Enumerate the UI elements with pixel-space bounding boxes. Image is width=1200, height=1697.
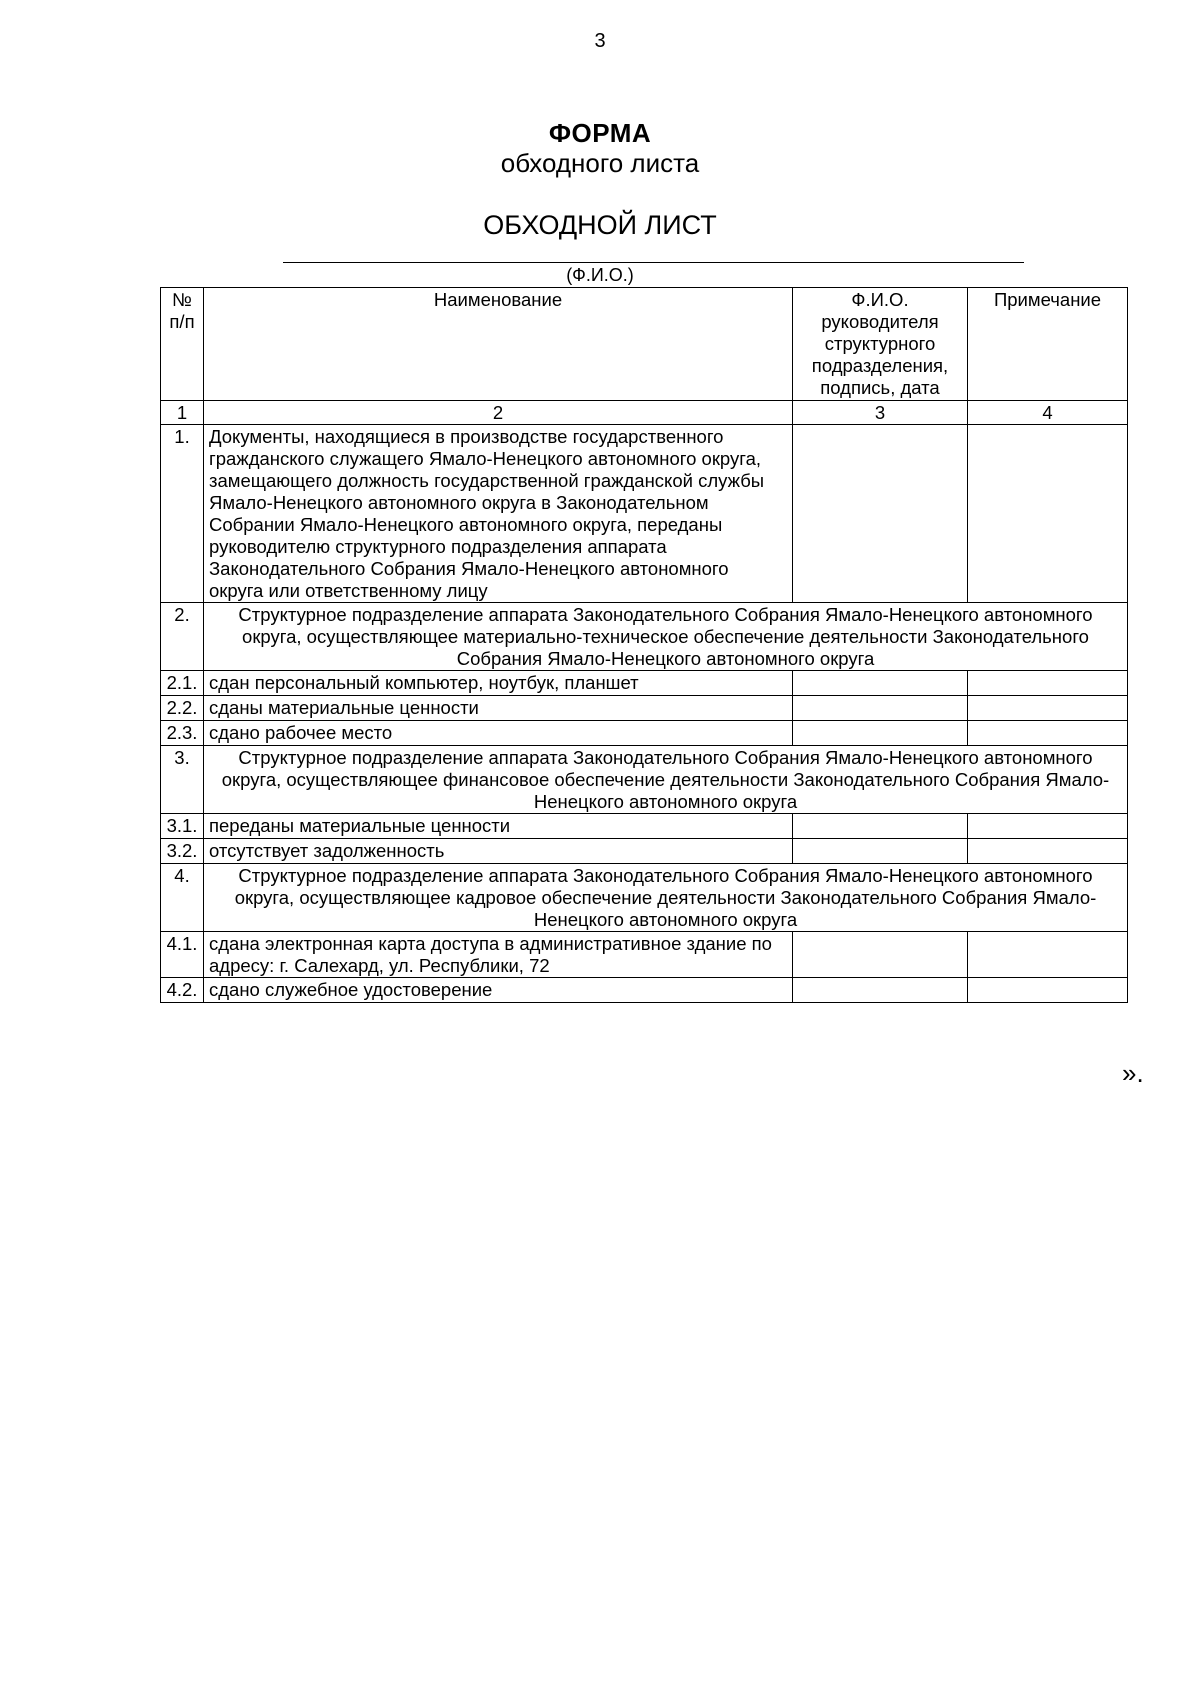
column-index: 1 [161,401,204,425]
form-subheading: обходного листа [500,148,700,178]
section-row [161,603,1128,671]
note-cell [968,932,1128,978]
table-header-row [161,288,1128,401]
row-text: сдан персональный компьютер, ноутбук, планшет [204,671,793,696]
note-cell [968,671,1128,696]
fio-caption: (Ф.И.О.) [566,265,634,285]
row-text: сдано служебное удостоверение [204,978,793,1003]
row-number: 2.3. [161,721,204,746]
fio-signature-cell [793,721,968,746]
column-index-row [161,401,1128,425]
fio-signature-cell [793,814,968,839]
fio-signature-cell [793,425,968,603]
header-fio: Ф.И.О. руководителя структурного подразделения, подпись, дата [793,288,968,401]
row-number: 1. [161,425,204,603]
section-title: Структурное подразделение аппарата Законодательного Собрания Ямало-Ненецкого автономного округа, осуществляющее кадровое обеспечение деятельности Законодательного Собрания Ямало-Ненецкого автономного округа [204,864,1128,932]
note-cell [968,696,1128,721]
closing-quote-mark: ». [1122,1058,1144,1088]
table-row [161,671,1128,696]
fio-underline [283,262,1024,263]
row-number: 2. [161,603,204,671]
row-text: переданы материальные ценности [204,814,793,839]
row-number: 3. [161,746,204,814]
table-row [161,696,1128,721]
fio-signature-cell [793,932,968,978]
column-index: 3 [793,401,968,425]
checklist-table [160,287,1128,1003]
section-title: Структурное подразделение аппарата Законодательного Собрания Ямало-Ненецкого автономного округа, осуществляющее материально-техническое обеспечение деятельности Законодательного Собрания Ямало-Ненецкого автономного округа [204,603,1128,671]
header-note: Примечание [968,288,1128,401]
note-cell [968,721,1128,746]
row-number: 2.2. [161,696,204,721]
row-text: Документы, находящиеся в производстве государственного гражданского служащего Ямало-Ненецкого автономного округа, замещающего должность государственной гражданской службы Ямало-Ненецкого автономного округа в Законодательном Собрании Ямало-Ненецкого автономного округа, переданы руководителю структурного подразделения аппарата Законодательного Собрания Ямало-Ненецкого автономного округа или ответственному лицу [204,425,793,603]
table-row [161,839,1128,864]
fio-signature-cell [793,696,968,721]
table-row [161,814,1128,839]
table-row [161,425,1128,603]
row-number: 4. [161,864,204,932]
section-row [161,864,1128,932]
page-number: 3 [594,30,606,52]
form-heading: ФОРМА [548,118,652,148]
row-text: сдано рабочее место [204,721,793,746]
row-text: отсутствует задолженность [204,839,793,864]
row-text: сдана электронная карта доступа в административное здание по адресу: г. Салехард, ул. Республики, 72 [204,932,793,978]
column-index: 2 [204,401,793,425]
note-cell [968,978,1128,1003]
row-number: 3.2. [161,839,204,864]
fio-signature-cell [793,978,968,1003]
row-number: 2.1. [161,671,204,696]
section-title: Структурное подразделение аппарата Законодательного Собрания Ямало-Ненецкого автономного округа, осуществляющее финансовое обеспечение деятельности Законодательного Собрания Ямало-Ненецкого автономного округа [204,746,1128,814]
table-row [161,721,1128,746]
header-name: Наименование [204,288,793,401]
row-number: 4.2. [161,978,204,1003]
row-text: сданы материальные ценности [204,696,793,721]
note-cell [968,839,1128,864]
table-row [161,932,1128,978]
header-num: № п/п [161,288,204,401]
table-row [161,978,1128,1003]
sheet-title: ОБХОДНОЙ ЛИСТ [483,210,717,240]
row-number: 4.1. [161,932,204,978]
row-number: 3.1. [161,814,204,839]
note-cell [968,814,1128,839]
fio-signature-cell [793,671,968,696]
section-row [161,746,1128,814]
column-index: 4 [968,401,1128,425]
note-cell [968,425,1128,603]
fio-signature-cell [793,839,968,864]
